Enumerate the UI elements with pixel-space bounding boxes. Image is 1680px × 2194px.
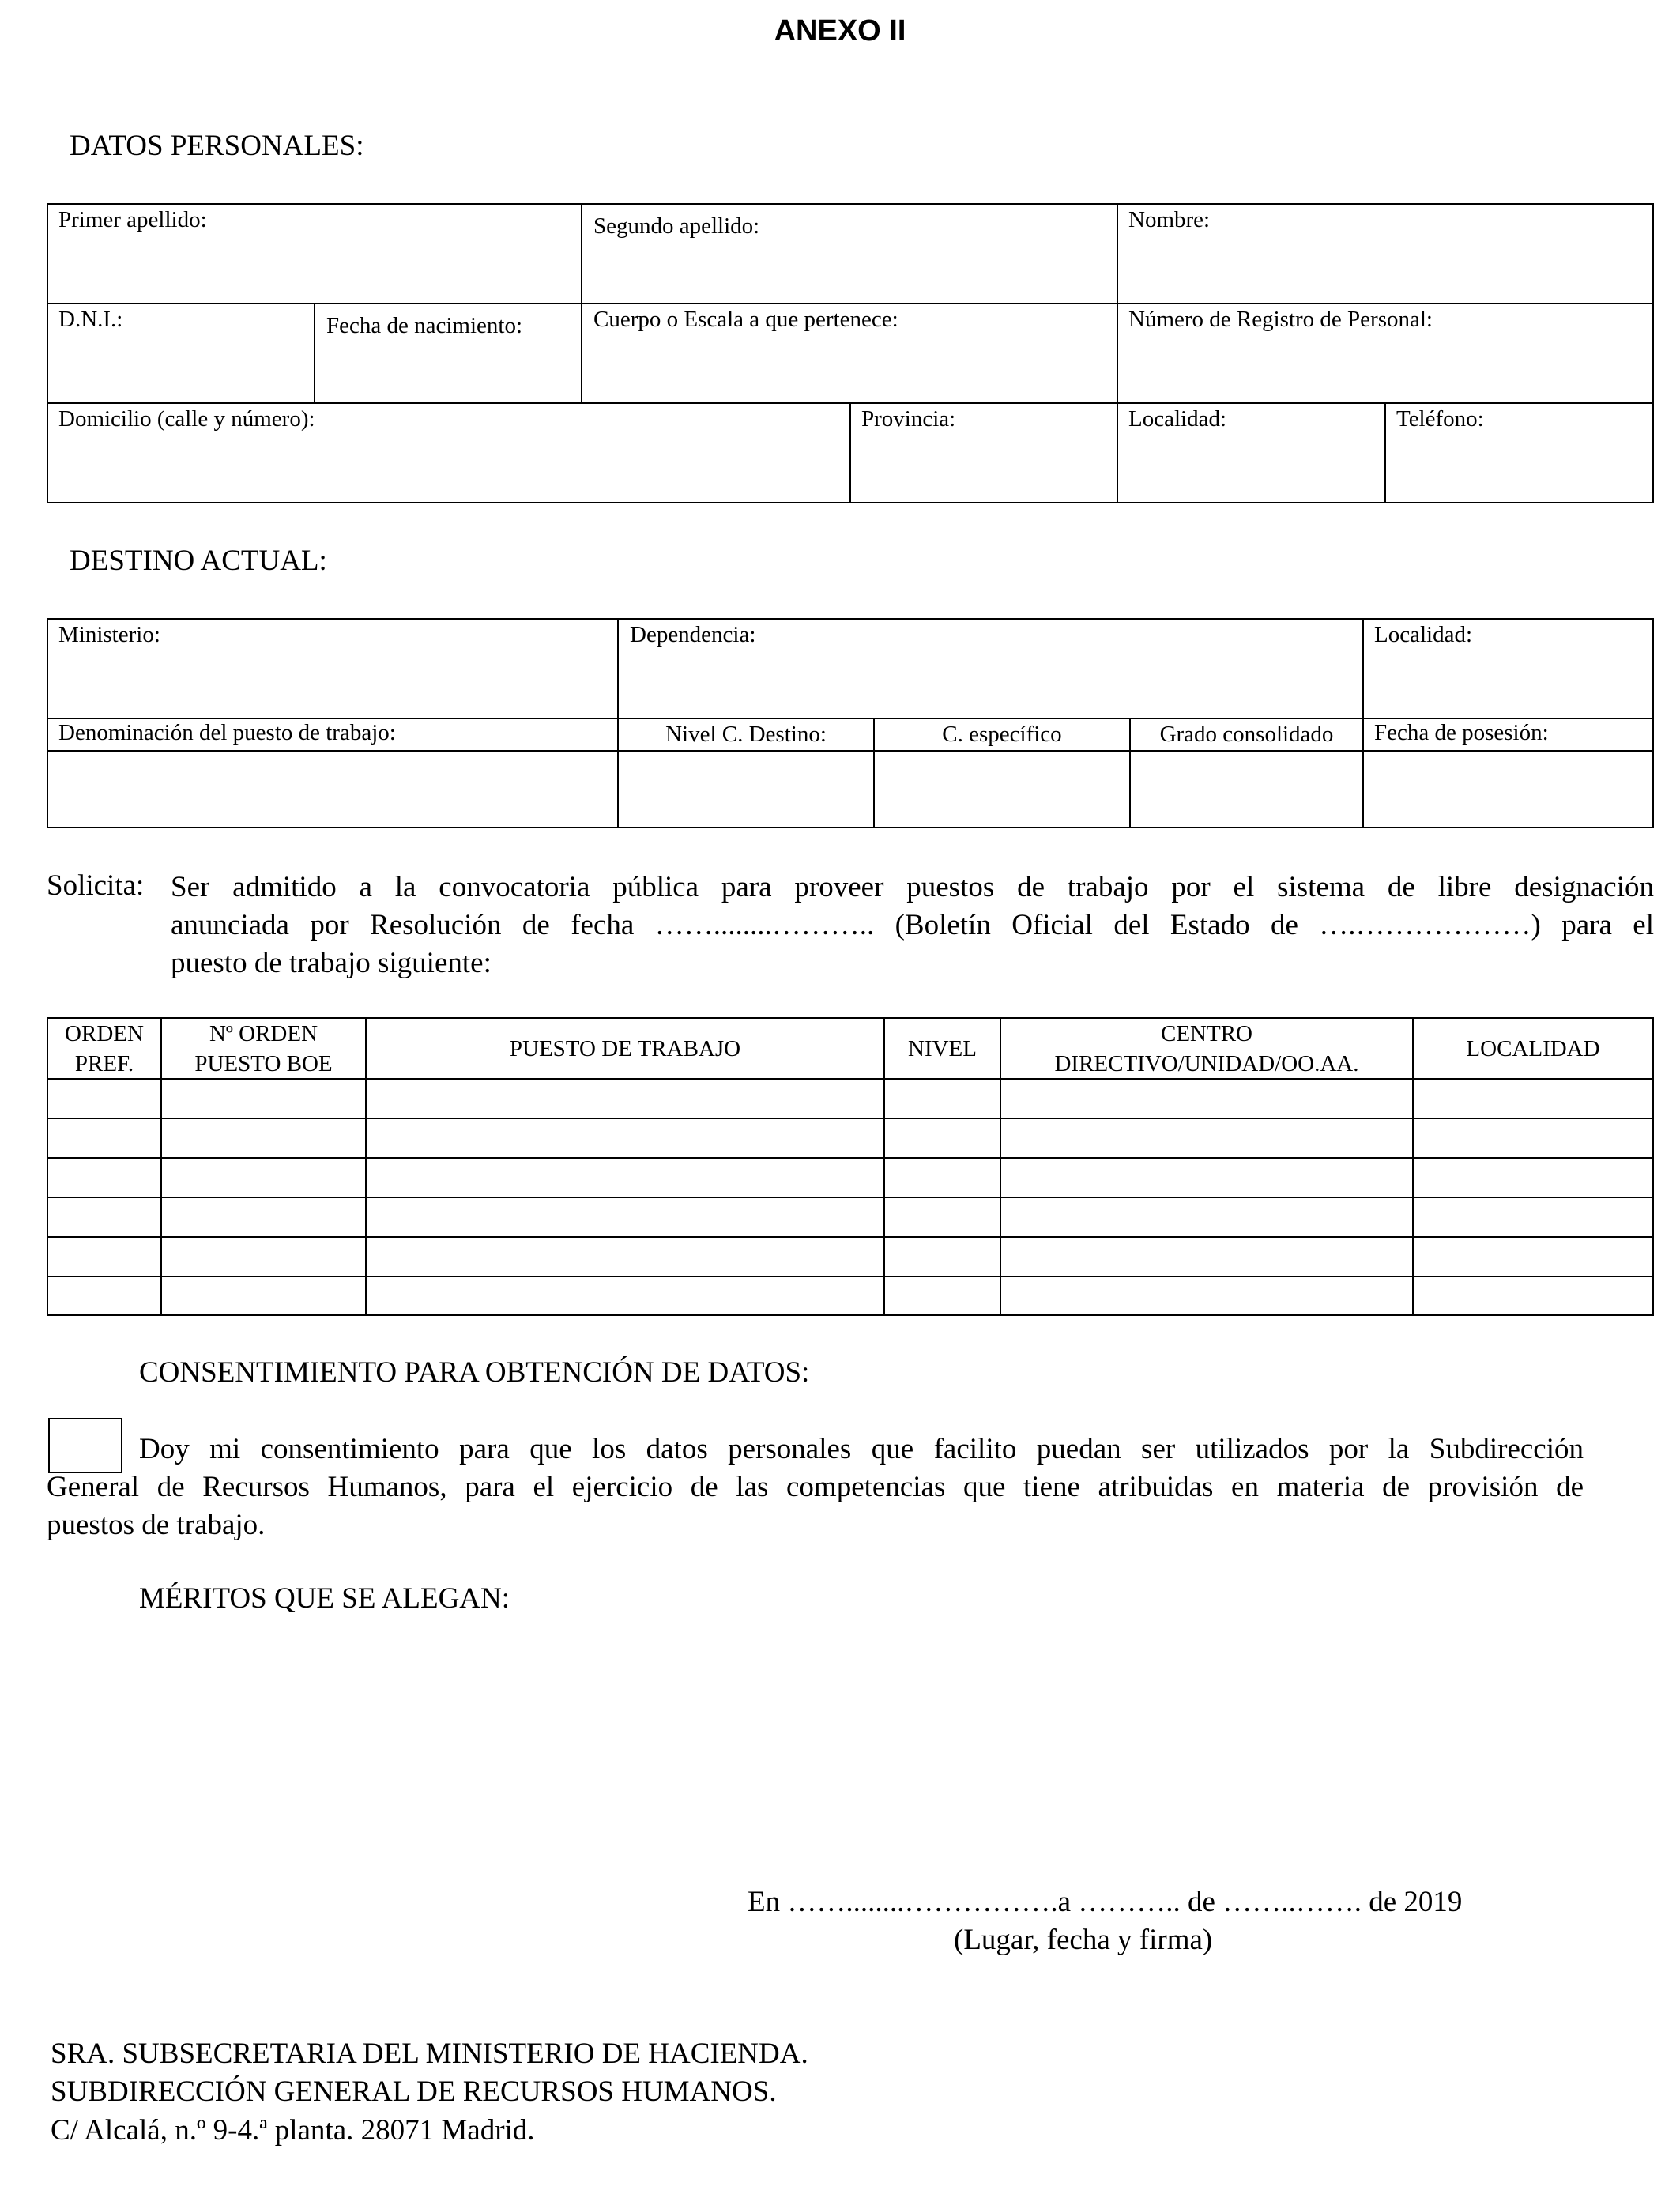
signature-place-date-line[interactable]: En ……........…………….a ……….. de ……..……. de 2019 bbox=[748, 1886, 1463, 1918]
field-localidad-destino[interactable]: Localidad: bbox=[1374, 622, 1473, 647]
field-segundo-apellido[interactable]: Segundo apellido: bbox=[593, 213, 760, 239]
col-orden-puesto-boe-line1: Nº ORDEN bbox=[209, 1020, 318, 1046]
field-telefono[interactable]: Teléfono: bbox=[1396, 406, 1484, 432]
document-title: ANEXO II bbox=[774, 14, 906, 47]
solicita-line-1: Ser admitido a la convocatoria pública para proveer puestos de trabajo por el sistema de libre designación bbox=[171, 871, 1654, 903]
field-grado-consolidado[interactable]: Grado consolidado bbox=[1159, 722, 1334, 747]
address-line-1: SRA. SUBSECRETARIA DEL MINISTERIO DE HACIENDA. bbox=[51, 2038, 808, 2070]
solicita-line-2: anunciada por Resolución de fecha ……........……….. (Boletín Oficial del Estado de ….………………) para el bbox=[171, 909, 1654, 941]
consent-line-2: General de Recursos Humanos, para el ejercicio de las competencias que tiene atribuidas en materia de provisión de bbox=[47, 1471, 1584, 1503]
field-denominacion-puesto[interactable]: Denominación del puesto de trabajo: bbox=[58, 720, 396, 745]
field-numero-registro[interactable]: Número de Registro de Personal: bbox=[1128, 307, 1433, 332]
current-post-heading: DESTINO ACTUAL: bbox=[70, 545, 327, 577]
col-centro-directivo-line1: CENTRO bbox=[1161, 1020, 1252, 1046]
col-localidad: LOCALIDAD bbox=[1466, 1035, 1600, 1061]
field-fecha-posesion[interactable]: Fecha de posesión: bbox=[1374, 720, 1549, 745]
col-orden-pref bbox=[48, 1019, 160, 1078]
field-ministerio[interactable]: Ministerio: bbox=[58, 622, 160, 647]
solicita-label: Solicita: bbox=[47, 869, 145, 902]
col-orden-puesto-boe bbox=[162, 1019, 365, 1078]
field-dependencia[interactable]: Dependencia: bbox=[630, 622, 756, 647]
personal-data-heading: DATOS PERSONALES: bbox=[70, 130, 364, 162]
field-domicilio[interactable]: Domicilio (calle y número): bbox=[58, 406, 315, 432]
col-puesto-trabajo: PUESTO DE TRABAJO bbox=[509, 1035, 741, 1061]
field-complemento-especifico[interactable]: C. específico bbox=[942, 722, 1062, 747]
field-localidad[interactable]: Localidad: bbox=[1128, 406, 1227, 432]
field-dni[interactable]: D.N.I.: bbox=[58, 307, 123, 332]
address-line-2: SUBDIRECCIÓN GENERAL DE RECURSOS HUMANOS. bbox=[51, 2075, 777, 2108]
address-line-3: C/ Alcalá, n.º 9-4.ª planta. 28071 Madrid. bbox=[51, 2114, 535, 2147]
field-primer-apellido[interactable]: Primer apellido: bbox=[58, 207, 207, 232]
col-orden-pref-line1: ORDEN bbox=[65, 1020, 144, 1046]
col-nivel: NIVEL bbox=[908, 1035, 977, 1061]
field-provincia[interactable]: Provincia: bbox=[861, 406, 956, 432]
field-fecha-nacimiento[interactable]: Fecha de nacimiento: bbox=[326, 313, 523, 338]
col-centro-directivo bbox=[1001, 1019, 1412, 1078]
field-nombre[interactable]: Nombre: bbox=[1128, 207, 1211, 232]
col-centro-directivo-line2: DIRECTIVO/UNIDAD/OO.AA. bbox=[1054, 1050, 1359, 1076]
field-cuerpo-escala[interactable]: Cuerpo o Escala a que pertenece: bbox=[593, 307, 898, 332]
col-orden-puesto-boe-line2: PUESTO BOE bbox=[194, 1050, 333, 1076]
consent-checkbox[interactable] bbox=[48, 1418, 122, 1473]
merits-heading: MÉRITOS QUE SE ALEGAN: bbox=[139, 1582, 510, 1615]
field-nivel-destino[interactable]: Nivel C. Destino: bbox=[665, 722, 827, 747]
solicita-line-3: puesto de trabajo siguiente: bbox=[171, 947, 492, 979]
signature-caption: (Lugar, fecha y firma) bbox=[954, 1924, 1213, 1956]
col-orden-pref-line2: PREF. bbox=[74, 1050, 134, 1076]
consent-line-3: puestos de trabajo. bbox=[47, 1509, 266, 1541]
consent-line-1: Doy mi consentimiento para que los datos personales que facilito puedan ser utilizados por la Subdirección bbox=[139, 1433, 1584, 1465]
consent-heading: CONSENTIMIENTO PARA OBTENCIÓN DE DATOS: bbox=[139, 1356, 810, 1389]
